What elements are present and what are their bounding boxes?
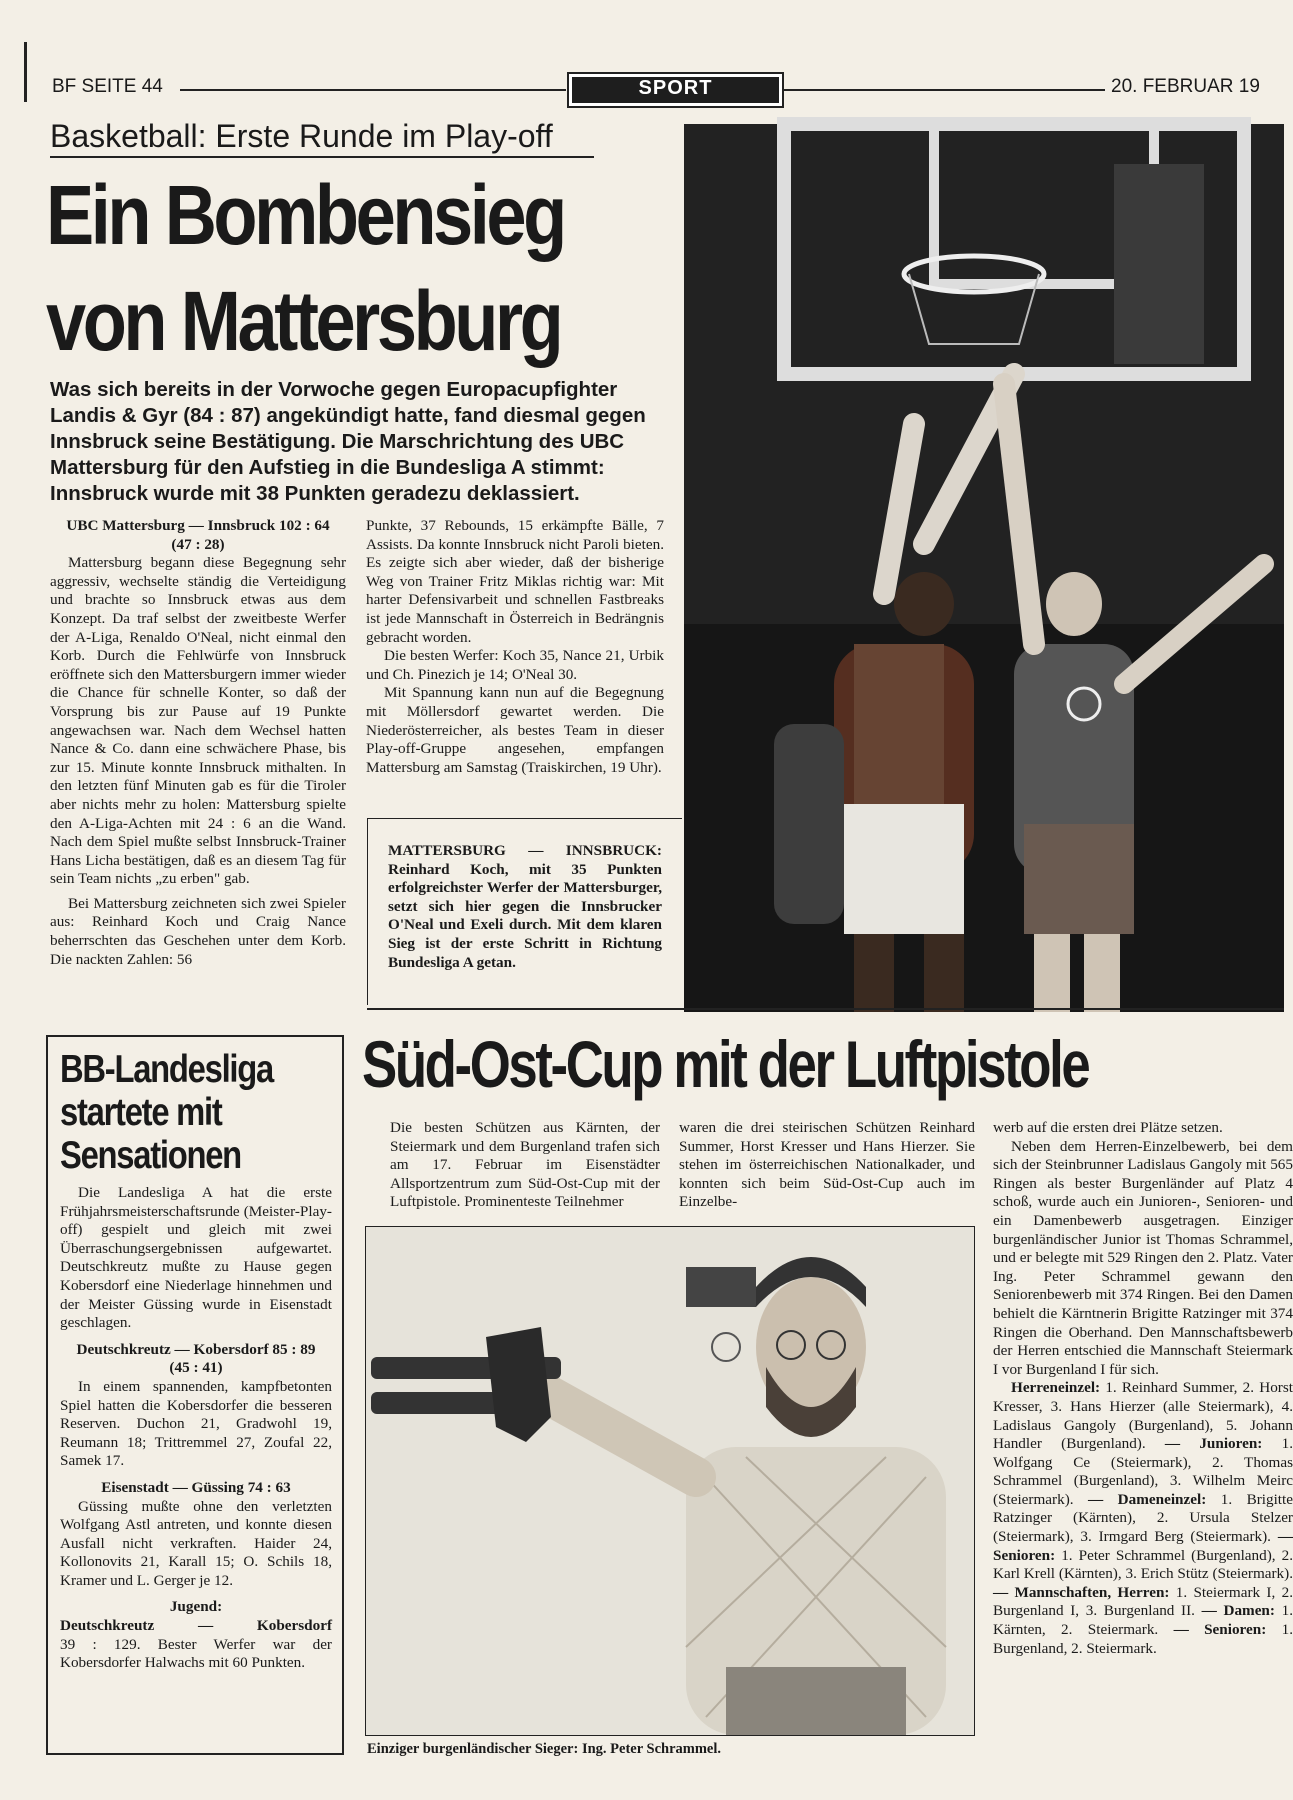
article2-headline-line3: Sensationen	[60, 1134, 241, 1177]
article3-column3	[993, 1119, 1293, 1658]
article2-paragraph: Güssing mußte ohne den verletzten Wolfgang Astl antreten, und konnte diesen Ausfall nicht verkraften. Haider 24, Kollonovits 21, Karall 15; O. Schils 18, Kramer und L. Gerger je 12.	[60, 1497, 332, 1589]
article2-headline-line2: startete mit	[60, 1091, 222, 1134]
results-text: 1. Reinhard Summer, 2. Horst Kresser, 3. Hans Hierzer (alle Steiermark), 4. Ladislaus Gangoly (Burgenland), 5. Johann Handler (Burgenland).	[993, 1379, 1293, 1453]
article1-paragraph: Mattersburg begann diese Begegnung sehr aggressiv, wechselte ständig die Verteidigung und brachte so Innsbruck etwas aus dem Konzept. Da traf selbst der zweitbeste Werfer der A-Liga, Renaldo O'Neal, nicht einmal den Korb. Durch die Fehlwürfe von Innsbruck eröffnete sich den Mattersburgern immer wieder die Chance für schnelle Konter, so daß der Vorsprung bis zur Pause auf 19 Punkte angewachsen war. Nach dem Wechsel hatten Nance & Co. dann eine schwächere Phase, bis zur 15. Minute konnte Innsbruck mithalten. In den letzten fünf Minuten gab es für die Tiroler aber nichts mehr zu holen: Mattersburg spielte den A-Liga-Achten mit 24 : 6 an die Wand. Nach dem Spiel mußte selbst Innsbruck-Trainer Hans Licha bestätigen, daß es an diesem Tag für sein Team nichts „zu erben" gab.	[50, 554, 346, 888]
article2-paragraph: Die Landesliga A hat die erste Frühjahrsmeisterschaftsrunde (Meister-Play-off) gespielt und gleich mit zwei Überraschungsergebnissen aufgewartet. Deutschkreutz mußte zu Hause gegen Kobersdorf eine Niederlage hinnehmen und der Meister Güssing wurde in Eisenstadt geschlagen.	[60, 1184, 332, 1332]
jugend-result: Deutschkreutz — Kobersdorf	[60, 1617, 332, 1635]
results-text: 1. Kärnten, 2. Steiermark.	[993, 1602, 1293, 1639]
results-text: 1. Wolfgang Ce (Steiermark), 2. Thomas Schrammel (Burgenland), 3. Wilhelm Meirc (Steiermark).	[993, 1435, 1293, 1508]
article3-paragraph: Die besten Schützen aus Kärnten, der Steiermark und dem Burgenland trafen sich am 17. Februar im Eisenstädter Allsportzentrum zum Süd-Ost-Cup mit der Luftpistole. Prominenteste Teilnehmer	[390, 1119, 660, 1211]
result-half: (45 : 41)	[169, 1359, 223, 1377]
results-list	[993, 1379, 1293, 1658]
kicker-rule	[50, 156, 594, 158]
article2-headline	[60, 1048, 295, 1177]
article1-kicker: Basketball: Erste Runde im Play-off	[50, 118, 553, 154]
article1-column2	[366, 517, 664, 777]
results-text: 1. Steiermark I, 2. Burgenland I, 3. Burgenland II.	[993, 1583, 1293, 1620]
results-label: — Dameneinzel:	[1073, 1490, 1207, 1508]
section-divider	[367, 1008, 1284, 1010]
result-line: UBC Mattersburg — Innsbruck 102 : 64	[66, 517, 330, 534]
photo-caption: MATTERSBURG — INNSBRUCK: Reinhard Koch, mit 35 Punkten erfolgreichster Werfer der Mattersburger, setzt sich hier gegen die Innsbrucker O'Neal und Exeli durch. Mit dem klaren Sieg ist der erste Schritt in Richtung Bundesliga A getan.	[388, 842, 662, 971]
results-label: Herreneinzel:	[1011, 1379, 1101, 1397]
article3-headline: Süd-Ost-Cup mit der Luftpistole	[362, 1027, 1089, 1101]
article3-column2	[679, 1119, 975, 1212]
result-line	[60, 1617, 332, 1636]
article3-paragraph: waren die drei steirischen Schützen Reinhard Summer, Horst Kresser und Hans Hierzer. Sie stehen im österreichischen Nationalkader, und konnten sich beim Süd-Ost-Cup auch im Einzelbe-	[679, 1119, 975, 1211]
jugend-text: 39 : 129. Bester Werfer war der Kobersdorfer Halwachs mit 60 Punkten.	[60, 1635, 332, 1672]
article3-paragraph: werb auf die ersten drei Plätze setzen.	[993, 1119, 1223, 1136]
result-line: Deutschkreutz — Kobersdorf 85 : 89	[76, 1340, 316, 1358]
article1-paragraph: Mit Spannung kann nun auf die Begegnung mit Möllersdorf gewartet werden. Die Niederösterreicher, als bestes Team in dieser Play-off-Gruppe angesehen, empfangen Mattersburg am Samstag (Traiskirchen, 19 Uhr).	[366, 684, 664, 776]
results-text: 1. Burgenland, 2. Steiermark.	[993, 1621, 1293, 1657]
results-label: — Senioren:	[993, 1528, 1293, 1564]
results-label: — Mannschaften, Herren:	[993, 1583, 1170, 1601]
shooter-photo-illustration	[366, 1227, 974, 1735]
article1-column1	[50, 517, 346, 969]
issue-date: 20. FEBRUAR 19	[1111, 76, 1260, 97]
article2-headline-line1: BB-Landesliga	[60, 1048, 273, 1091]
article1-paragraph: Bei Mattersburg zeichneten sich zwei Spieler aus: Reinhard Koch und Craig Nance beherrschten das Geschehen unter dem Korb. Die nackten Zahlen: 56	[50, 894, 346, 968]
section-badge	[567, 72, 784, 108]
results-label: — Junioren:	[1145, 1435, 1263, 1453]
shooter-photo	[365, 1226, 975, 1736]
basketball-photo	[684, 124, 1284, 1012]
article3-column1	[390, 1119, 660, 1212]
basketball-photo-illustration	[684, 124, 1284, 1012]
page-label: BF SEITE 44	[52, 76, 163, 97]
results-label: — Senioren:	[1158, 1621, 1267, 1639]
article1-lead: Was sich bereits in der Vorwoche gegen Europacupfighter Landis & Gyr (84 : 87) angekündigt hatte, fand diesmal gegen Innsbruck seine Bestätigung. Die Marschrichtung des UBC Mattersburg für den Aufstieg in die Bundesliga A stimmt: Innsbruck wurde mit 38 Punkten geradezu deklassiert.	[50, 378, 646, 505]
article1-headline	[46, 162, 596, 374]
article3-paragraph: Neben dem Herren-Einzelbewerb, bei dem sich der Steinbrunner Ladislaus Gangoly mit 565 Ringen als bester Burgenländer auf Platz 4 schoß, wurde auch ein Junioren-, Senioren- und ein Damenbewerb ausgetragen. Einziger burgenländischer Junior ist Thomas Schrammel, und er belegte mit 529 Ringen den 2. Platz. Vater Ing. Peter Schrammel gewann den Seniorenbewerb mit 374 Ringen. Bei den Damen behielt die Kärntnerin Brigitte Ratzinger mit 374 Ringen die Oberhand. Den Mannschaftsbewerb der Herren entschied die Mannschaft Steiermark I vor Burgenland I für sich.	[993, 1137, 1293, 1378]
results-text: 1. Peter Schrammel (Burgenland), 2. Karl Krell (Kärnten), 3. Erich Stütz (Steiermark).	[993, 1546, 1293, 1583]
section-label: SPORT	[572, 77, 779, 103]
shooter-photo-caption: Einziger burgenländischer Sieger: Ing. Peter Schrammel.	[367, 1741, 722, 1757]
result-half: (47 : 28)	[171, 535, 225, 553]
header-rule-right	[782, 89, 1105, 91]
results-text: 1. Brigitte Ratzinger (Kärnten), 2. Ursula Stelzer (Steiermark), 3. Irmgard Berg (Steiermark).	[993, 1490, 1293, 1546]
article1-paragraph: Die besten Werfer: Koch 35, Nance 21, Urbik und Ch. Pinezich je 14; O'Neal 30.	[366, 647, 664, 683]
header-rule-left	[180, 89, 566, 91]
jugend-label: Jugend:	[169, 1598, 223, 1616]
article2-paragraph: In einem spannenden, kampfbetonten Spiel hatten die Kobersdorfer die besseren Reserven. Duchon 21, Gradwohl 19, Reumann 18; Trittremmel 27, Zoufal 22, Samek 17.	[60, 1377, 332, 1470]
result-line: Eisenstadt — Güssing 74 : 63	[101, 1478, 291, 1496]
article1-headline-line1: Ein Bombensieg	[46, 168, 564, 262]
left-margin-rule	[24, 42, 27, 102]
results-label: — Damen:	[1194, 1602, 1275, 1620]
article2-body	[60, 1184, 332, 1673]
article1-paragraph: Punkte, 37 Rebounds, 15 erkämpfte Bälle, 7 Assists. Da konnte Innsbruck nicht Paroli bieten. Es zeigte sich aber wieder, daß der bisherige Weg von Trainer Fritz Miklas richtig war: Mit harter Defensivarbeit und schnellen Fastbreaks ist jede Mannschaft in Österreich in Bedrängnis gebracht worden.	[366, 517, 664, 646]
article1-headline-line2: von Mattersburg	[46, 274, 561, 368]
